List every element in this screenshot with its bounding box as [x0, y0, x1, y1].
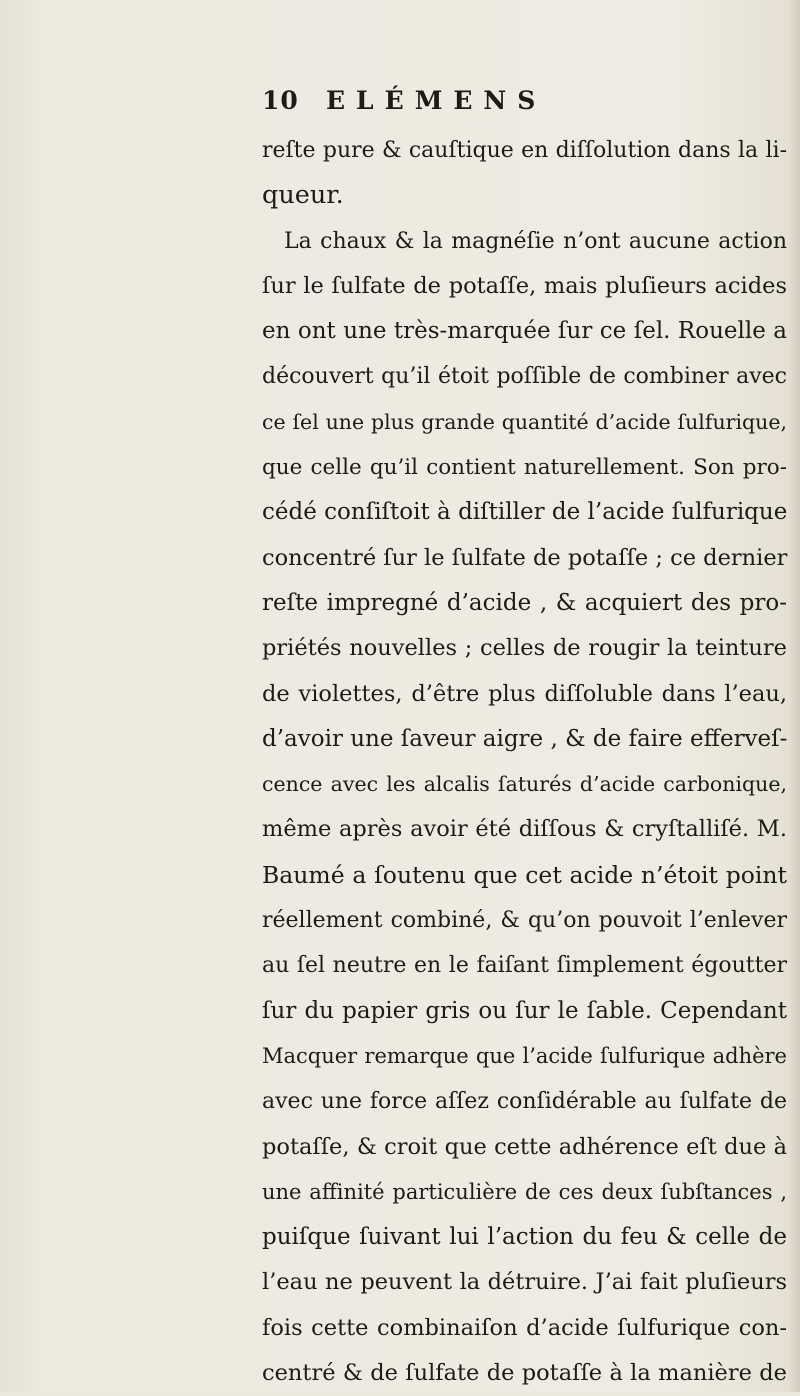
text-line: reſte impregné d’acide , & acquiert des pro- — [262, 589, 787, 616]
text-line: que celle qu’il contient naturellement. Son pro- — [262, 455, 787, 481]
text-line: centré & de ſulfate de potaſſe à la manière de — [262, 1360, 787, 1387]
text-line: ſur le ſulfate de potaſſe, mais pluſieurs acides — [262, 272, 787, 299]
running-title: ELÉMENS — [326, 86, 547, 115]
text-line: avec une force aſſez conſidérable au ſulfate de — [262, 1089, 787, 1115]
page-header — [262, 86, 762, 126]
text-line: au ſel neutre en le faiſant ſimplement égoutter — [262, 953, 787, 979]
text-line: d’avoir une ſaveur aigre , & de faire efferveſ- — [262, 725, 788, 752]
page-edge-shadow — [788, 0, 800, 1392]
text-line: puiſque ſuivant lui l’action du feu & celle de — [262, 1224, 787, 1251]
text-line: cence avec les alcalis ſaturés d’acide carbonique, — [262, 772, 787, 797]
text-line: Macquer remarque que l’acide ſulfurique adhère — [262, 1043, 787, 1068]
text-line: en ont une très-marquée ſur ce ſel. Rouelle a — [262, 318, 787, 345]
text-line: l’eau ne peuvent la détruire. J’ai fait pluſieurs — [262, 1269, 787, 1296]
text-line: potaſſe, & croit que cette adhérence eſt due à — [262, 1133, 787, 1160]
text-line: concentré ſur le ſulfate de potaſſe ; ce dernier — [262, 544, 788, 571]
text-line: priétés nouvelles ; celles de rougir la teinture — [262, 635, 787, 662]
text-line: réellement combiné, & qu’on pouvoit l’enlever — [262, 908, 787, 934]
text-line: découvert qu’il étoit poſſible de combiner avec — [262, 364, 787, 390]
text-line: Baumé a ſoutenu que cet acide n’étoit point — [262, 860, 787, 889]
text-line: reſte pure & cauſtique en diſſolution dans la li- — [262, 138, 787, 163]
text-line: de violettes, d’être plus diſſoluble dans l’eau, — [262, 680, 787, 707]
text-line: La chaux & la magnéſie n’ont aucune action — [284, 228, 787, 254]
text-line: une affinité particulière de ces deux ſubſtances , — [262, 1179, 787, 1204]
text-line: cédé conſiſtoit à diſtiller de l’acide ſulfurique — [262, 499, 788, 526]
text-line: fois cette combinaiſon d’acide ſulfurique con- — [262, 1314, 787, 1341]
text-line: ſur du papier gris ou ſur le ſable. Cependant — [262, 997, 787, 1024]
text-line: même après avoir été diſſous & cryſtalliſé. M. — [262, 816, 787, 843]
page-number: 10 — [262, 86, 299, 115]
text-line: queur. — [262, 180, 344, 211]
text-line: ce ſel une plus grande quantité d’acide ſulfurique, — [262, 409, 787, 434]
body-text — [262, 128, 787, 1396]
